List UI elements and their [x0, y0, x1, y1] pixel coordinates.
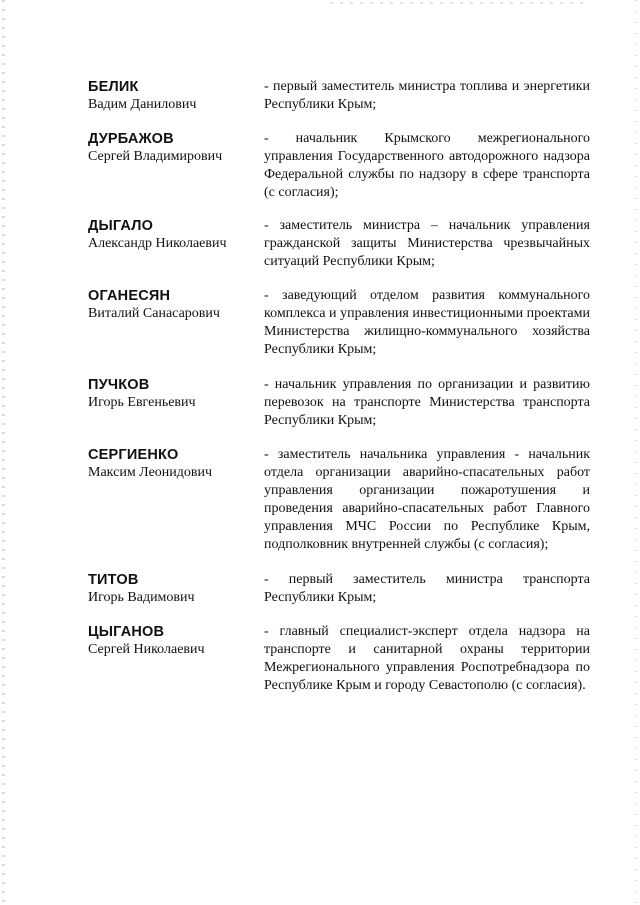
person-block: [88, 287, 264, 323]
list-item: [88, 78, 590, 114]
given-name: Игорь Евгеньевич: [88, 395, 196, 410]
position-description: - первый заместитель министра топлива и энергетики Республики Крым;: [264, 79, 590, 112]
position-description: - заведующий отделом развития коммунального комплекса и управления инвестиционными проектами Министерства жилищно-коммунального хозяйства Республики Крым;: [264, 288, 590, 357]
list-item: [88, 376, 590, 430]
surname: ЦЫГАНОВ: [88, 624, 165, 640]
surname: БЕЛИК: [88, 79, 139, 95]
given-name: Александр Николаевич: [88, 236, 227, 251]
surname: ПУЧКОВ: [88, 377, 150, 393]
given-name: Сергей Николаевич: [88, 642, 205, 657]
person-block: [88, 571, 264, 607]
scan-edge-top: [330, 2, 590, 4]
list-item: [88, 130, 590, 202]
surname: ОГАНЕСЯН: [88, 288, 171, 304]
person-block: [88, 623, 264, 659]
scan-edge-left: [2, 0, 5, 905]
position-description: - первый заместитель министра транспорта Республики Крым;: [264, 572, 590, 605]
given-name: Сергей Владимирович: [88, 149, 223, 164]
position-description: - главный специалист-эксперт отдела надзора на транспорте и санитарной охраны территории Межрегионального управления Роспотребнадзора по Республике Крым и городу Севастополю (с согласия).: [264, 624, 590, 693]
given-name: Вадим Данилович: [88, 97, 197, 112]
given-name: Максим Леонидович: [88, 465, 213, 480]
position-description: - начальник Крымского межрегионального управления Государственного автодорожного надзора Федеральной службы по надзору в сфере транспорта (с согласия);: [264, 131, 590, 200]
scan-edge-right: [635, 0, 638, 905]
person-block: [88, 78, 264, 114]
list-item: [88, 571, 590, 607]
surname: ТИТОВ: [88, 572, 139, 588]
list-item: [88, 623, 590, 695]
person-block: [88, 217, 264, 253]
surname: ДЫГАЛО: [88, 218, 154, 234]
position-description: - начальник управления по организации и развитию перевозок на транспорте Министерства транспорта Республики Крым;: [264, 377, 590, 428]
position-description: - заместитель министра – начальник управления гражданской защиты Министерства чрезвычайных ситуаций Республики Крым;: [264, 218, 590, 269]
given-name: Игорь Вадимович: [88, 590, 195, 605]
surname: ДУРБАЖОВ: [88, 131, 174, 147]
position-description: - заместитель начальника управления - начальник отдела организации аварийно-спасательных работ управления организации пожаротушения и проведения аварийно-спасательных работ Главного управления МЧС России по Республике Крым, подполковник внутренней службы (с согласия);: [264, 447, 590, 552]
person-block: [88, 130, 264, 166]
given-name: Виталий Санасарович: [88, 306, 220, 321]
surname: СЕРГИЕНКО: [88, 447, 179, 463]
person-block: [88, 446, 264, 482]
members-list: [88, 78, 590, 695]
person-block: [88, 376, 264, 412]
list-item: [88, 217, 590, 271]
list-item: [88, 446, 590, 554]
list-item: [88, 287, 590, 359]
